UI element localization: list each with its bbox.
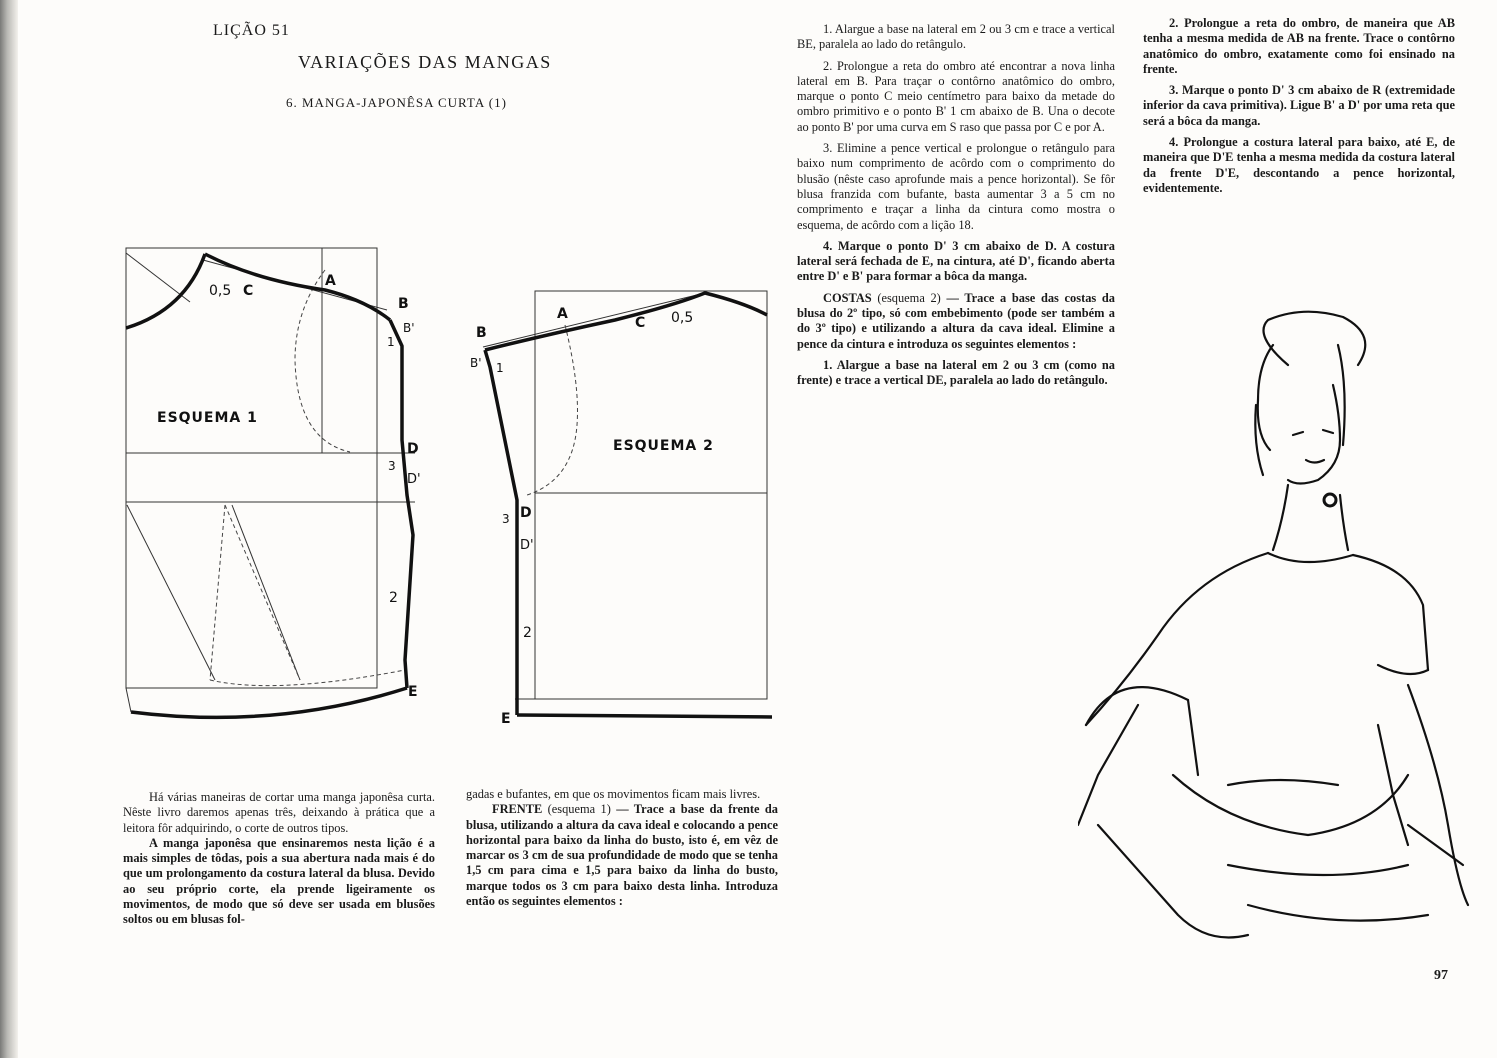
costas-heading: COSTAS <box>823 290 872 305</box>
point-label: D' <box>407 472 421 487</box>
point-label: C <box>243 283 254 299</box>
measure-label: 1 <box>387 335 395 349</box>
paragraph: 4. Prolongue a costura lateral para baixo, até E, de maneira que D'E tenha a mesma medida da costura lateral da frente D'E, descontando a pence horizontal, evidentemente. <box>1143 135 1455 195</box>
diagram-label: ESQUEMA 1 <box>157 410 258 426</box>
point-label: 0,5 <box>209 283 232 299</box>
paragraph: 3. Marque o ponto D' 3 cm abaixo de R (extremidade inferior da cava primitiva). Ligue B' a D' por uma reta que será a bôca da manga. <box>1143 83 1455 128</box>
paragraph: A manga japonêsa que ensinaremos nesta lição é a mais simples de tôdas, pois a sua abertura nada mais é do que um prolongamento da costura lateral da blusa. Devido ao seu próprio corte, ela prende ligeiramente os movimentos, de modo que só deve ser usada em blusões soltos ou em blusas fol- <box>123 835 435 927</box>
point-label: E <box>408 684 418 700</box>
point-label: B' <box>403 321 415 335</box>
measure-label: 0,5 <box>671 310 694 326</box>
paragraph: 3. Elimine a pence vertical e prolongue o retângulo para baixo num comprimento de acôrdo com o comprimento do blusão (nêste caso aprofunde mais a pence horizontal). Se fôr blusa franzida com bufante, basta aumentar 3 a 5 cm no comprimento e traçar a linha da cintura como mostra o esquema, de acôrdo com a lição 18. <box>797 141 1115 232</box>
point-label: B <box>398 296 409 312</box>
point-label: D <box>407 441 419 457</box>
point-label: E <box>501 711 511 727</box>
frente-paragraph <box>466 802 778 909</box>
lesson-number: LIÇÃO 51 <box>213 22 290 39</box>
paragraph: 2. Prolongue a reta do ombro até encontrar a nova linha lateral em B. Para traçar o contôrno anatômico do ombro, marque o ponto C meio centímetro para baixo da metade do ombro primitivo e o ponto B' 1 cm abaixo de B. Una o decote ao ponto B' por uma curva em S raso que passa por C e por A. <box>797 58 1115 134</box>
paragraph: 1. Alargue a base na lateral em 2 ou 3 cm (como na frente) e trace a vertical DE, paralela ao lado do retângulo. <box>797 357 1115 388</box>
measure-label: 2 <box>389 590 398 606</box>
page-title: VARIAÇÕES DAS MANGAS <box>298 52 552 72</box>
frente-ref: (esquema 1) <box>547 802 611 817</box>
point-label: D <box>520 505 532 521</box>
point-label: A <box>557 306 568 322</box>
diagram-label: ESQUEMA 2 <box>613 438 714 454</box>
costas-paragraph <box>797 291 1115 352</box>
woman-blouse-illustration <box>1078 305 1478 950</box>
paragraph: 2. Prolongue a reta do ombro, de maneira que AB tenha a mesma medida de AB na frente. Trace o contôrno anatômico do ombro, exatamente como foi ensinado na frente. <box>1143 16 1455 76</box>
page-number: 97 <box>1434 968 1448 983</box>
frente-body: — Trace a base da frente da blusa, utilizando a altura da cava ideal e colocando a pence horizontal para baixo da linha do busto, isto é, em vêz de marcar os 3 cm de sua profundidade de modo que se tenha 1,5 cm para cima e 1,5 para baixo da linha do busto, marque todos os 3 cm para baixo desta linha. Introduza então os seguintes elementos : <box>466 802 778 909</box>
point-label: B' <box>470 356 482 370</box>
pattern-diagram-2 <box>465 285 785 730</box>
paragraph: Há várias maneiras de cortar uma manga japonêsa curta. Nêste livro daremos apenas três, deixando à prática que a leitora fôr adquirindo, o corte de outros tipos. <box>123 790 435 835</box>
measure-label: 3 <box>388 459 396 473</box>
point-label: B <box>476 325 487 341</box>
paragraph: gadas e bufantes, em que os movimentos ficam mais livres. <box>466 787 761 801</box>
point-label: C <box>635 315 646 331</box>
point-label: D' <box>520 538 534 553</box>
frente-heading: FRENTE <box>492 802 543 817</box>
costas-body: — Trace a base das costas da blusa do 2º tipo, só com embebimento (pode ser também a do 3º tipo) e utilizando a altura da cava ideal. Elimine a pence da cintura e introduza os seguintes elementos : <box>797 290 1115 351</box>
pattern-diagram-1 <box>115 240 435 730</box>
instructions-costas-column <box>1143 16 1455 196</box>
paragraph: 1. Alargue a base na lateral em 2 ou 3 cm e trace a vertical BE, paralela ao lado do retângulo. <box>797 22 1115 52</box>
measure-label: 1 <box>496 361 504 375</box>
book-binding-shadow <box>0 0 18 1058</box>
measure-label: 3 <box>502 512 510 526</box>
costas-ref: (esquema 2) <box>877 290 941 305</box>
point-label: A <box>325 273 336 289</box>
section-subtitle: 6. MANGA-JAPONÊSA CURTA (1) <box>286 95 507 110</box>
frente-intro-column <box>466 787 778 909</box>
measure-label: 2 <box>523 625 532 641</box>
intro-column <box>123 790 435 928</box>
instructions-frente-column <box>797 22 1115 389</box>
paragraph: 4. Marque o ponto D' 3 cm abaixo de D. A costura lateral será fechada de E, na cintura, até D', ficando aberta entre D' e B' para formar a bôca da manga. <box>797 238 1115 284</box>
